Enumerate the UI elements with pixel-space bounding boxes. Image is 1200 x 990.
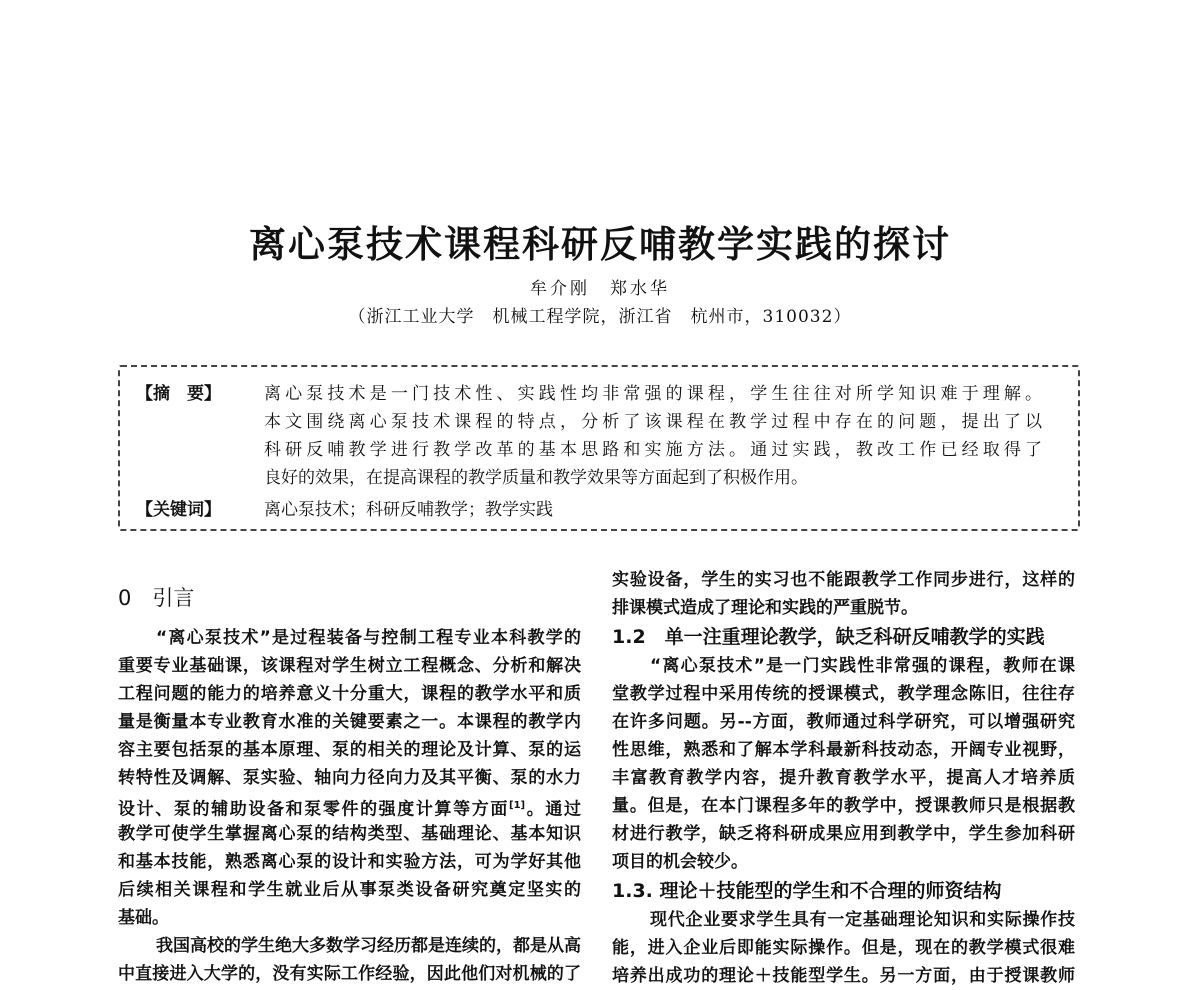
paragraph-line: 材进行教学，缺乏将科研成果应用到教学中，学生参加科研 [612,824,1075,844]
section-heading: 1.2 单一注重理论教学，缺乏科研反哺教学的实践 [612,626,1045,648]
keywords-label: 【关键词】 [136,500,221,520]
paragraph-line: 量。但是，在本门课程多年的教学中，授课教师只是根据教 [612,796,1075,816]
paragraph-line: “离心泵技术”是一门实践性非常强的课程，教师在课 [650,656,1075,676]
paragraph-line: 教学可使学生掌握离心泵的结构类型、基础理论、基本知识 [118,824,581,844]
paragraph-line: 重要专业基础课，该课程对学生树立工程概念、分析和解决 [118,656,581,676]
paragraph-line: 实验设备，学生的实习也不能跟教学工作同步进行，这样的 [612,570,1075,590]
section-heading: 1.3. 理论＋技能型的学生和不合理的师资结构 [612,880,1002,902]
paragraph-line: 我国高校的学生绝大多数学习经历都是连续的，都是从高 [156,936,581,956]
abstract-box [118,365,1080,531]
paragraph-line: 丰富教育教学内容，提升教育教学水平，提高人才培养质 [612,768,1075,788]
paragraph-line: 性思维，熟悉和了解本学科最新科技动态，开阔专业视野， [612,740,1075,760]
paragraph-line: “离心泵技术”是过程装备与控制工程专业本科教学的 [156,628,581,648]
abstract-line: 良好的效果，在提高课程的教学质量和教学效果等方面起到了积极作用。 [264,468,808,488]
paragraph-line: 培养出成功的理论＋技能型学生。另一方面，由于授课教师 [612,966,1075,986]
paragraph-line: 现代企业要求学生具有一定基础理论知识和实际操作技 [650,910,1075,930]
paragraph-line: 后续相关课程和学生就业后从事泵类设备研究奠定坚实的 [118,880,581,900]
paragraph-line: 设计、泵的辅助设备和泵零件的强度计算等方面[1]。通过 [118,799,581,820]
paragraph-line: 量是衡量本专业教育水准的关键要素之一。本课程的教学内 [118,712,581,732]
authors: 牟介刚 郑水华 [530,279,670,299]
paragraph-line: 转特性及调解、泵实验、轴向力径向力及其平衡、泵的水力 [118,768,581,788]
paper-title: 离心泵技术课程科研反哺教学实践的探讨 [249,223,951,266]
abstract-line: 科研反哺教学进行教学改革的基本思路和实施方法。通过实践，教改工作已经取得了 [264,440,1042,460]
paragraph-line: 工程问题的能力的培养意义十分重大，课程的教学水平和质 [118,684,581,704]
paragraph-line: 排课模式造成了理论和实践的严重脱节。 [612,598,918,618]
abstract-line: 本文围绕离心泵技术课程的特点，分析了该课程在教学过程中存在的问题，提出了以 [264,412,1042,432]
paragraph-line: 和基本技能，熟悉离心泵的设计和实验方法，可为学好其他 [118,852,581,872]
left-column [118,580,581,988]
paragraph-line: 中直接进入大学的，没有实际工作经验，因此他们对机械的了 [118,964,581,984]
section-heading: 0 引言 [118,586,195,610]
affiliation: （浙江工业大学 机械工程学院，浙江省 杭州市，310032） [348,307,852,327]
paragraph-line: 项目的机会较少。 [612,852,748,872]
paragraph-line: 堂教学过程中采用传统的授课模式，教学理念陈旧，往往存 [612,684,1075,704]
paragraph-line: 能，进入企业后即能实际操作。但是，现在的教学模式很难 [612,938,1075,958]
paragraph-line: 在许多问题。另--方面，教师通过科学研究，可以增强研究 [612,712,1075,732]
paragraph-line: 容主要包括泵的基本原理、泵的相关的理论及计算、泵的运 [118,740,581,760]
right-column [612,566,1075,990]
abstract-line: 离心泵技术是一门技术性、实践性均非常强的课程，学生往往对所学知识难于理解。 [264,384,1042,404]
abstract-label: 【摘 要】 [136,384,221,404]
paragraph-line: 基础。 [118,908,169,928]
keywords: 离心泵技术；科研反哺教学；教学实践 [264,500,553,520]
